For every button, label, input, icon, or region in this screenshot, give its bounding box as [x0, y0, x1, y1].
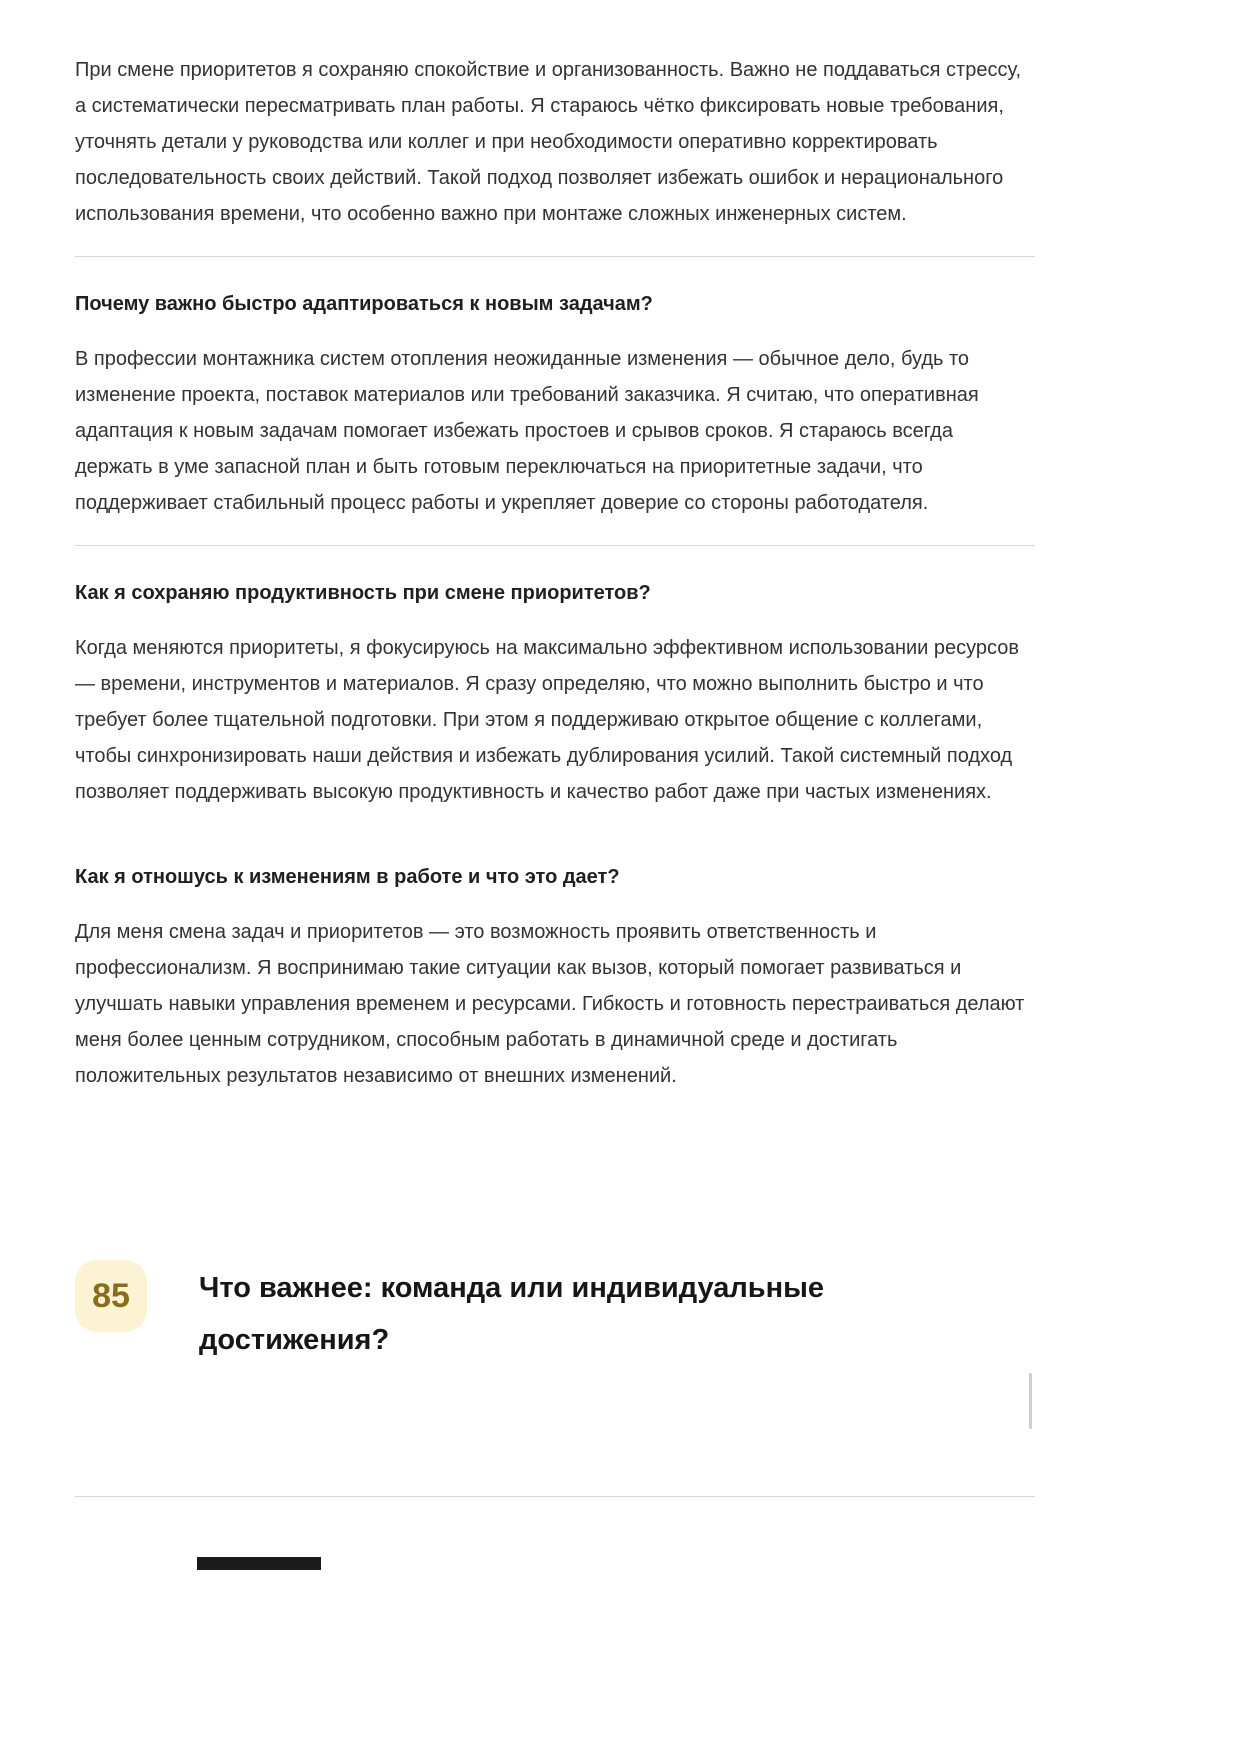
divider	[75, 1496, 1035, 1497]
answer-paragraph-2: Когда меняются приоритеты, я фокусируюсь на максимально эффективном использовании ресурсов — времени, инструментов и материалов. Я сразу определяю, что можно выполнить быстро и что требует более тщательной подготовки. При этом я поддерживаю открытое общение с коллегами, чтобы синхронизировать наши действия и избежать дублирования усилий. Такой системный подход позволяет поддерживать высокую продуктивность и качество работ даже при частых изменениях.	[75, 637, 1020, 803]
divider	[75, 545, 1035, 546]
answer-paragraph-3: Для меня смена задач и приоритетов — это возможность проявить ответственность и профессионализм. Я воспринимаю такие ситуации как вызов, который помогает развиваться и улучшать навыки управления временем и ресурсами. Гибкость и готовность перестраиваться делают меня более ценным сотрудником, способным работать в динамичной среде и достигать положительных результатов независимо от внешних изменений.	[75, 921, 1025, 1087]
clipped-text-fragment	[197, 1557, 321, 1570]
question-heading-2: Как я сохраняю продуктивность при смене приоритетов?	[75, 582, 651, 604]
question-heading-1: Почему важно быстро адаптироваться к новым задачам?	[75, 293, 653, 315]
intro-paragraph: При смене приоритетов я сохраняю спокойствие и организованность. Важно не поддаваться стрессу, а систематически пересматривать план работы. Я стараюсь чётко фиксировать новые требования, уточнять детали у руководства или коллег и при необходимости оперативно корректировать последовательность своих действий. Такой подход позволяет избежать ошибок и нерационального использования времени, что особенно важно при монтаже сложных инженерных систем.	[75, 59, 1021, 225]
next-question-section	[75, 1260, 1035, 1366]
question-heading-3: Как я отношусь к изменениям в работе и что это дает?	[75, 866, 620, 888]
content-column	[75, 0, 1035, 1570]
scrollbar-thumb[interactable]	[1029, 1373, 1032, 1429]
answer-paragraph-1: В профессии монтажника систем отопления неожиданные изменения — обычное дело, будь то изменение проекта, поставок материалов или требований заказчика. Я считаю, что оперативная адаптация к новым задачам помогает избежать простоев и срывов сроков. Я стараюсь всегда держать в уме запасной план и быть готовым переключаться на приоритетные задачи, что поддерживает стабильный процесс работы и укрепляет доверие со стороны работодателя.	[75, 348, 979, 514]
divider	[75, 256, 1035, 257]
next-question-title: Что важнее: команда или индивидуальные достижения?	[199, 1272, 825, 1356]
question-number-badge: 85	[75, 1260, 147, 1332]
